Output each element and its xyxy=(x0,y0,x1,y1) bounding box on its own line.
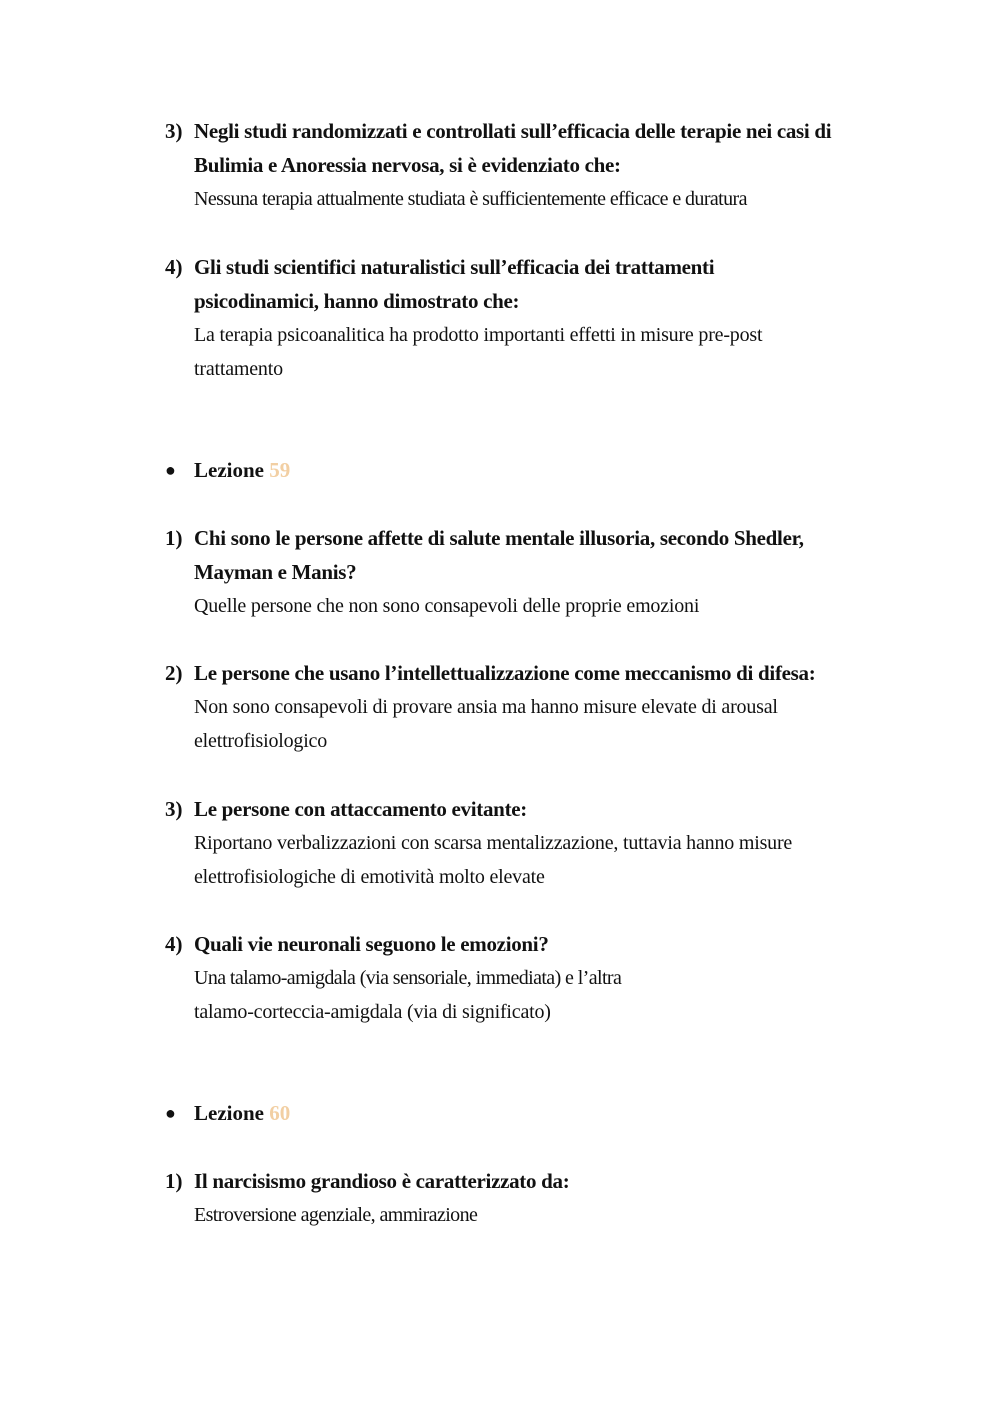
question-text: Le persone che usano l’intellettualizzazione come meccanismo di difesa: xyxy=(194,661,816,685)
question-text: Chi sono le persone affette di salute mentale illusoria, secondo Shedler, Mayman e Manis? xyxy=(194,526,804,584)
question-number: 1) xyxy=(165,526,183,550)
answer-text: La terapia psicoanalitica ha prodotto importanti effetti in misure pre-post trattamento xyxy=(194,324,763,380)
lesson-number: 59 xyxy=(269,458,291,482)
lesson-label: Lezione xyxy=(194,458,264,482)
lesson-number: 60 xyxy=(269,1101,291,1125)
answer-text: Nessuna terapia attualmente studiata è sufficientemente efficace e duratura xyxy=(194,188,747,210)
question-text: Gli studi scientifici naturalistici sull’efficacia dei trattamenti psicodinamici, hanno dimostrato che: xyxy=(194,255,715,313)
question-number: 3) xyxy=(165,797,183,821)
question-number: 4) xyxy=(165,255,183,279)
answer-text: Riportano verbalizzazioni con scarsa mentalizzazione, tuttavia hanno misure elettrofisiologiche di emotività molto elevate xyxy=(194,832,793,888)
bullet-icon: ● xyxy=(165,1103,176,1123)
question-number: 3) xyxy=(165,119,183,143)
question-text: Le persone con attaccamento evitante: xyxy=(194,797,527,821)
lesson-label: Lezione xyxy=(194,1101,264,1125)
question-number: 2) xyxy=(165,661,183,685)
bullet-icon: ● xyxy=(165,460,176,480)
question-text: Negli studi randomizzati e controllati sull’efficacia delle terapie nei casi di Bulimia e Anoressia nervosa, si è evidenziato che: xyxy=(194,119,832,177)
answer-text: talamo-corteccia-amigdala (via di significato) xyxy=(194,1001,551,1023)
question-number: 4) xyxy=(165,932,183,956)
answer-text: Una talamo-amigdala (via sensoriale, immediata) e l’altra xyxy=(194,967,622,989)
question-text: Quali vie neuronali seguono le emozioni? xyxy=(194,932,549,956)
answer-text: Estroversione agenziale, ammirazione xyxy=(194,1204,478,1226)
question-number: 1) xyxy=(165,1169,183,1193)
answer-text: Quelle persone che non sono consapevoli delle proprie emozioni xyxy=(194,595,700,617)
answer-text: Non sono consapevoli di provare ansia ma hanno misure elevate di arousal elettrofisiologico xyxy=(194,696,778,752)
question-text: Il narcisismo grandioso è caratterizzato da: xyxy=(194,1169,570,1193)
